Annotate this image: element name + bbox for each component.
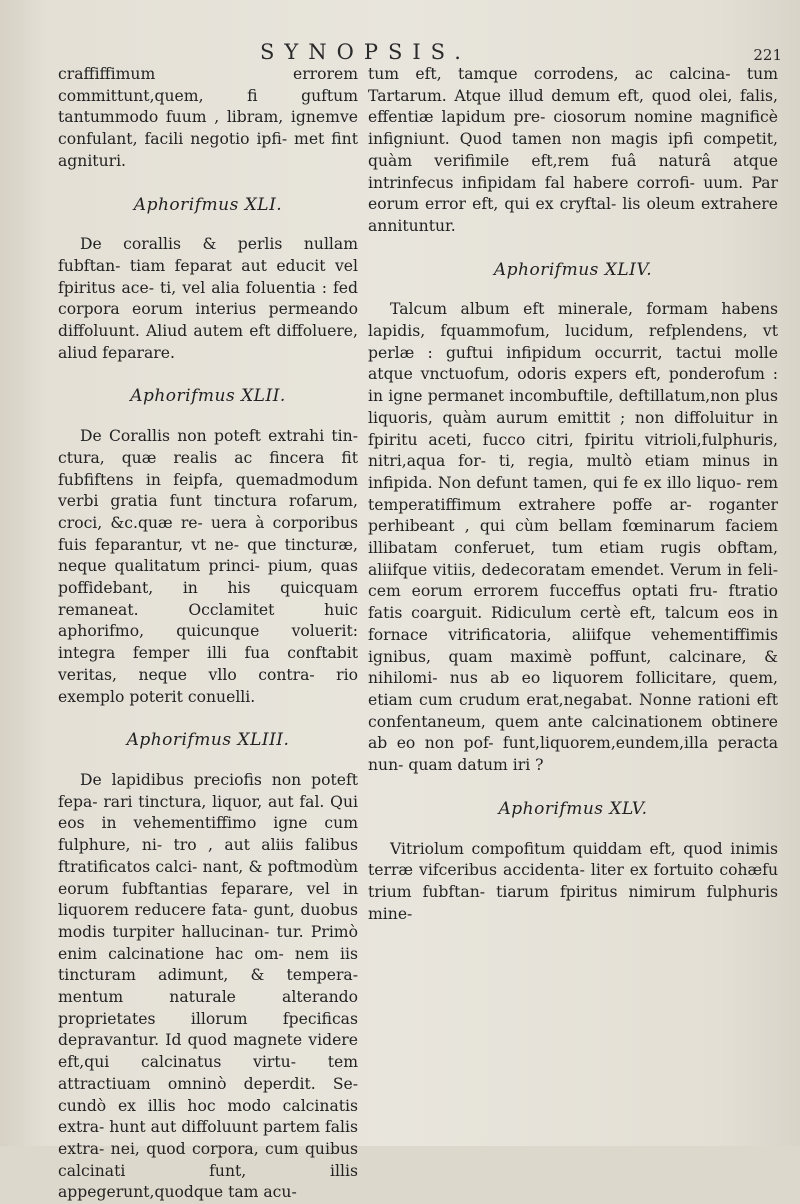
paragraph: De Corallis non poteft extrahi tin- ctura, quæ realis ac fincera fit fubfiftens in feipfa, quemadmodum verbi gratia funt tinctura rofarum, croci, &c.quæ re- uera à corporibus fuis feparantur, vt ne- que tincturæ, neque qualitatum princi- pium, quas poffidebant, in his quicquam remaneat. Occlamitet huic aphorifmo, quicunque voluerit: integra femper illi fua conftabit veritas, neque vllo contra- rio exemplo poterit conuelli. — [58, 427, 358, 706]
running-title: SYNOPSIS. — [260, 40, 471, 64]
aphorism-heading: Aphorifmus XLII. — [130, 386, 286, 407]
aphorism-heading: Aphorifmus XLIII. — [126, 730, 290, 751]
left-column — [58, 64, 358, 1204]
aphorism-heading: Aphorifmus XLIV. — [493, 259, 653, 280]
running-head — [0, 40, 800, 66]
aphorism-heading: Aphorifmus XLI. — [133, 194, 283, 215]
paragraph: Talcum album eft minerale, formam habens lapidis, fquammofum, lucidum, refplendens, vt perlæ : guftui infipidum occurrit, tactui molle atque vnctuofum, odoris expers eft, ponderofum : in igne permanet incombuftile, deftillatum,non plus liquoris, quàm aurum emittit ; non diffoluitur in fpiritu aceti, fucco citri, fpiritu vitrioli,fulphuris, nitri,aqua for- ti, regia, multò etiam minus in infipida. Non defunt tamen, qui fe ex illo liquo- rem temperatiffimum extrahere poffe ar- roganter perhibeant , qui cùm bellam fœminarum faciem illibatam conferuet, tum etiam rugis obftam, aliifque vitiis, dedecoratam emendet. Verum in feli- cem eorum errorem fucceffus optati fru- ftratio fatis coarguit. Ridiculum certè eft, talcum eos in fornace vitrificatoria, aliifque vehementiffimis ignibus, quam maximè poffunt, calcinare, & nihilomi- nus ab eo liquorem follicitare, quem, etiam cum crudum erat,negabat. Nonne rationi eft confentaneum, quem ante calcinationem obtinere ab eo non pof- funt,liquorem,eundem,illa peracta nun- quam datum iri ? — [368, 300, 778, 775]
aphorism-heading: Aphorifmus XLV. — [498, 798, 648, 819]
paragraph: De lapidibus preciofis non poteft fepa- rari tinctura, liquor, aut fal. Qui eos in vehementiffimo igne cum fulphure, ni- tro , aut aliis falibus ftratificatos calci- nant, & poftmodùm eorum fubftantias feparare, vel in liquorem reducere fata- gunt, duobus modis turpiter hallucinan- tur. Primò enim calcinatione hac om- nem iis tincturam adimunt, & tempera- mentum naturale alterando proprietates illorum fpecificas depravantur. Id quod magnete videre eft,qui calcinatus virtu- tem attractiuam omninò deperdit. Se- cundò ex illis hoc modo calcinatis extra- hunt aut diffoluunt partem falis extra- nei, quod corpora, cum quibus calcinati funt, illis appegerunt,quodque tam acu- — [58, 770, 358, 1202]
paragraph: De corallis & perlis nullam fubftan- tiam feparat aut educit vel fpiritus ace- ti, vel alia foluentia : fed corpora eorum interius permeando diffoluunt. Aliud autem eft diffoluere, aliud feparare. — [58, 235, 358, 362]
right-column — [368, 64, 778, 925]
page-number: 221 — [753, 46, 782, 64]
paragraph: tum eft, tamque corrodens, ac calcina- tum Tartarum. Atque illud demum eft, quod olei, falis, effentiæ lapidum pre- ciosorum nomine magnificè infigniunt. Quod tamen non magis ipfi competit, quàm verifimile eft,rem fuâ naturâ atque intrinfecus infipidam fal habere corrofi- uum. Par eorum error eft, qui ex cryftal- lis oleum extrahere annituntur. — [368, 65, 778, 235]
paragraph: Vitriolum compofitum quiddam eft, quod inimis terræ vifceribus accidenta- liter ex fortuito cohæfu trium fubftan- tiarum fpiritus nimirum fulphuris mine- — [368, 839, 778, 923]
paragraph: craffiffimum errorem committunt,quem, fi guftum tantummodo fuum , libram, ignemve confulant, facili negotio ipfi- met fint agnituri. — [58, 65, 358, 170]
